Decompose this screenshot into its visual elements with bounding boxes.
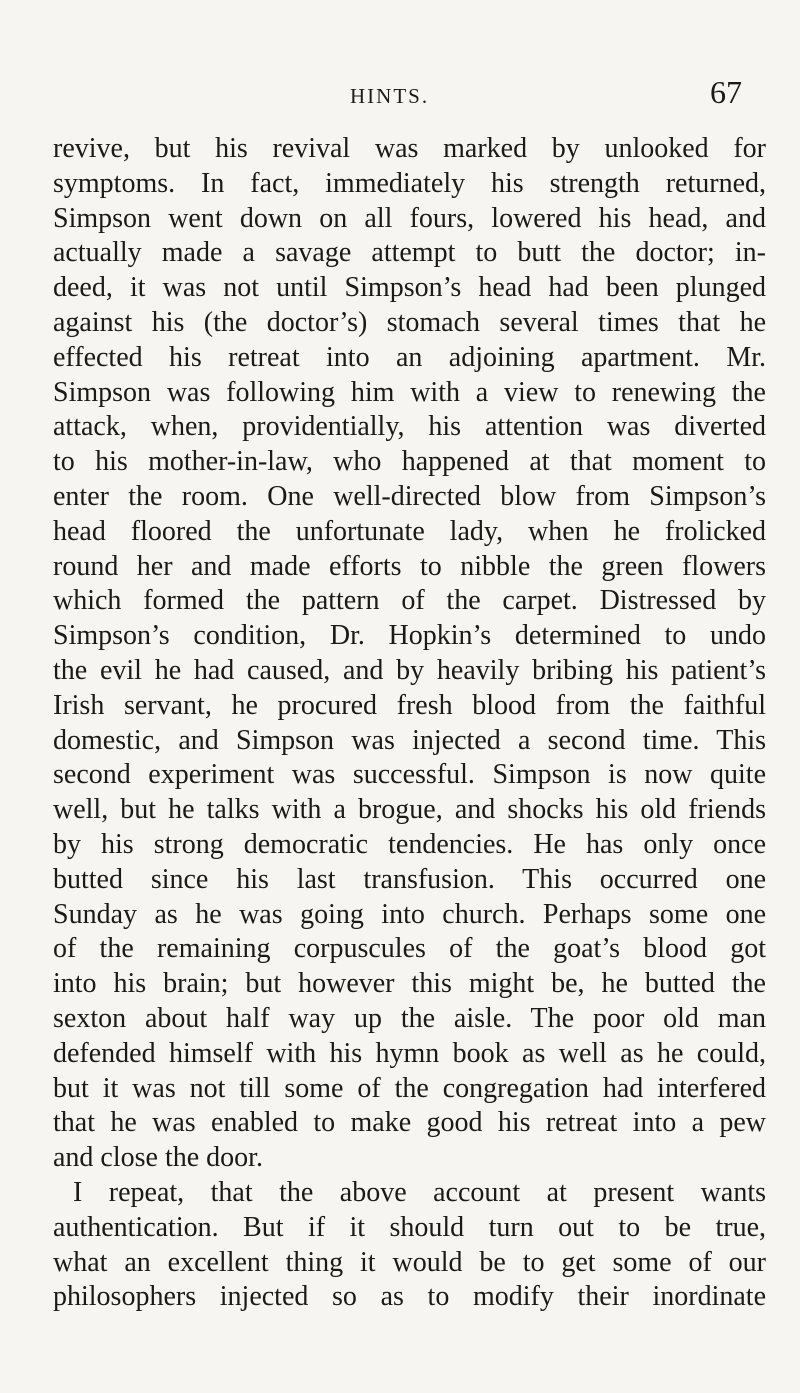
text-line: defended himself with his hymn book as well as he could, [53, 1037, 766, 1069]
text-line: of the remaining corpuscules of the goat’s blood got [53, 933, 766, 965]
text-line: head floored the unfortunate lady, when he frolicked [53, 515, 766, 547]
text-line: against his (the doctor’s) stomach several times that he [53, 306, 766, 338]
text-line: the evil he had caused, and by heavily bribing his patient’s [53, 654, 766, 686]
text-line: which formed the pattern of the carpet. Distressed by [53, 585, 766, 617]
text-line: deed, it was not until Simpson’s head had been plunged [53, 272, 766, 304]
text-line: I repeat, that the above account at present wants [73, 1176, 766, 1208]
running-head [0, 70, 800, 122]
running-head-title: HINTS. [350, 84, 430, 108]
text-line: Simpson was following him with a view to renewing the [53, 376, 766, 408]
text-line: Simpson’s condition, Dr. Hopkin’s determined to undo [53, 620, 766, 652]
body-text [53, 132, 766, 1315]
text-line: Irish servant, he procured fresh blood from the faithful [53, 689, 766, 721]
page-number: 67 [710, 74, 742, 110]
text-line: to his mother-in-law, who happened at that moment to [53, 446, 766, 478]
text-line: that he was enabled to make good his retreat into a pew [53, 1107, 766, 1139]
text-line: philosophers injected so as to modify their inordinate [53, 1281, 766, 1313]
text-line: revive, but his revival was marked by unlooked for [53, 133, 766, 164]
text-line: but it was not till some of the congregation had interfered [53, 1072, 766, 1104]
text-line: effected his retreat into an adjoining apartment. Mr. [53, 341, 766, 373]
text-line: enter the room. One well-directed blow from Simpson’s [53, 480, 766, 512]
text-line: symptoms. In fact, immediately his strength returned, [53, 167, 766, 199]
text-line: sexton about half way up the aisle. The poor old man [53, 1002, 766, 1034]
text-line: attack, when, providentially, his attention was diverted [53, 411, 766, 443]
text-line: authentication. But if it should turn out to be true, [53, 1211, 766, 1243]
text-line: Sunday as he was going into church. Perhaps some one [53, 898, 766, 930]
text-line: Simpson went down on all fours, lowered his head, and [53, 202, 766, 234]
text-line: into his brain; but however this might be, he butted the [53, 968, 766, 1000]
text-line: round her and made efforts to nibble the green flowers [53, 550, 766, 582]
text-line: second experiment was successful. Simpson is now quite [53, 759, 766, 791]
text-line: and close the door. [53, 1142, 263, 1174]
text-line: what an excellent thing it would be to get some of our [53, 1246, 766, 1278]
text-line: by his strong democratic tendencies. He has only once [53, 828, 766, 860]
text-line: butted since his last transfusion. This occurred one [53, 863, 766, 895]
text-line: actually made a savage attempt to butt the doctor; in- [53, 237, 766, 269]
text-line: well, but he talks with a brogue, and shocks his old friends [53, 794, 766, 826]
text-line: domestic, and Simpson was injected a second time. This [53, 724, 766, 756]
